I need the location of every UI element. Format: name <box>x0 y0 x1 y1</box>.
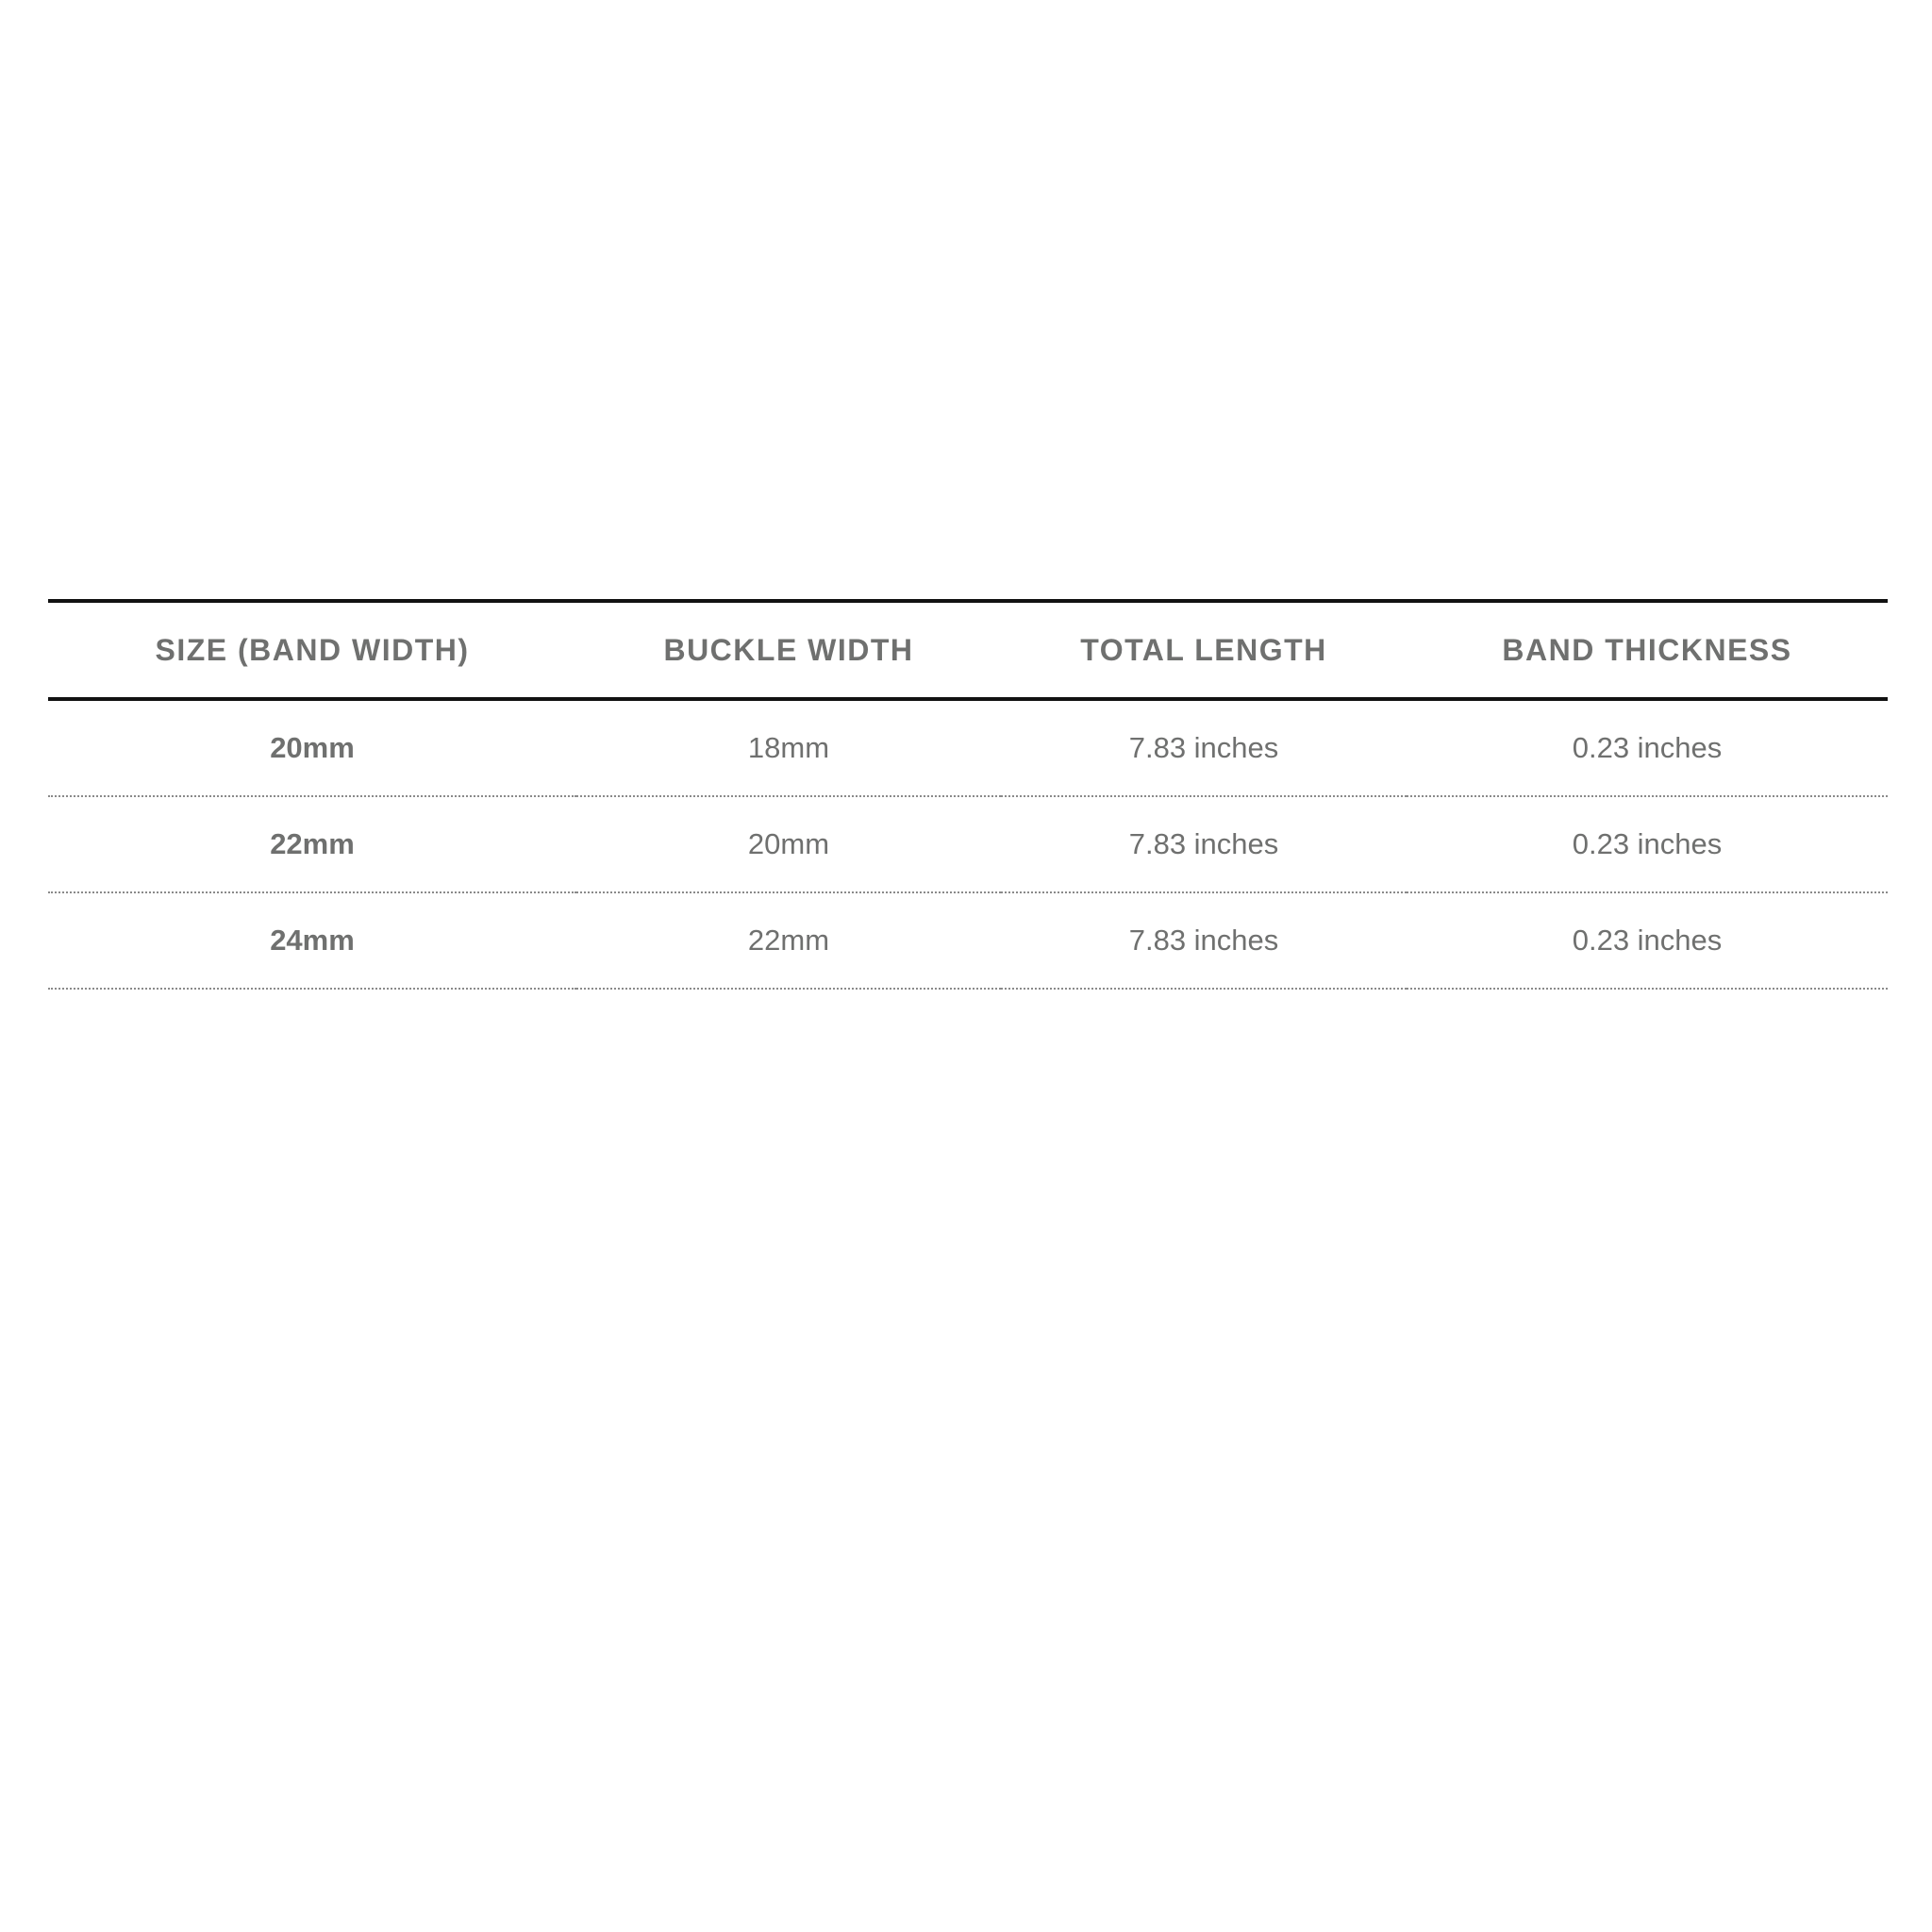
cell-total-length: 7.83 inches <box>1001 892 1407 989</box>
cell-buckle-width: 18mm <box>576 699 1001 796</box>
cell-total-length: 7.83 inches <box>1001 699 1407 796</box>
header-band-thickness: BAND THICKNESS <box>1407 601 1888 699</box>
cell-band-thickness: 0.23 inches <box>1407 699 1888 796</box>
cell-total-length: 7.83 inches <box>1001 796 1407 892</box>
header-buckle-width: BUCKLE WIDTH <box>576 601 1001 699</box>
header-total-length: TOTAL LENGTH <box>1001 601 1407 699</box>
table-row <box>48 892 1888 989</box>
cell-buckle-width: 22mm <box>576 892 1001 989</box>
cell-buckle-width: 20mm <box>576 796 1001 892</box>
table-row <box>48 796 1888 892</box>
table-header <box>48 601 1888 699</box>
cell-size: 20mm <box>48 699 576 796</box>
table-body <box>48 699 1888 989</box>
cell-size: 24mm <box>48 892 576 989</box>
cell-band-thickness: 0.23 inches <box>1407 892 1888 989</box>
cell-size: 22mm <box>48 796 576 892</box>
table-row <box>48 699 1888 796</box>
header-size: SIZE (BAND WIDTH) <box>48 601 576 699</box>
size-chart-table <box>48 599 1888 990</box>
cell-band-thickness: 0.23 inches <box>1407 796 1888 892</box>
header-row <box>48 601 1888 699</box>
